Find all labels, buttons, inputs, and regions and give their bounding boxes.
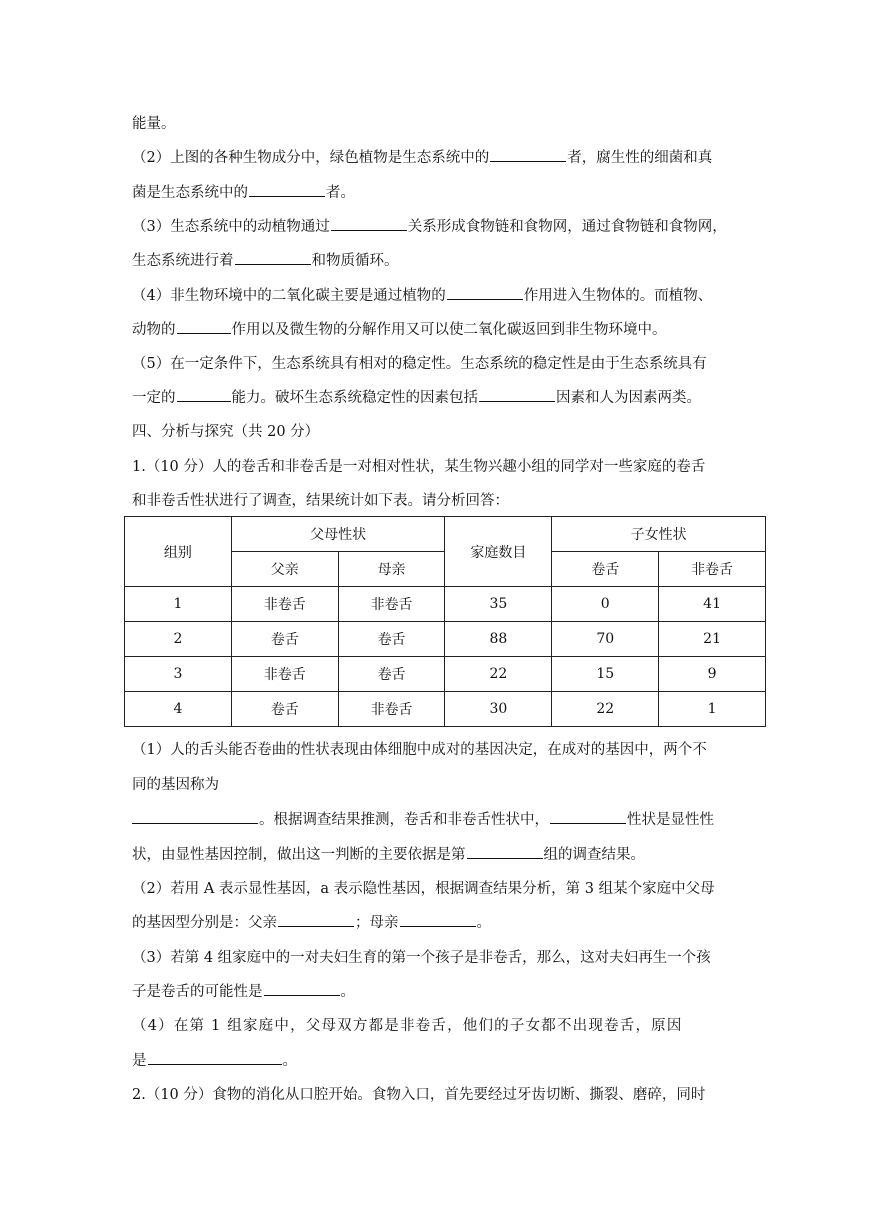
text: （5）在一定条件下，生态系统具有相对的稳定性。生态系统的稳定性是由于生态系统具有 <box>132 356 707 372</box>
cell-father: 卷舌 <box>231 622 338 657</box>
table-row <box>125 587 766 622</box>
sub-3-line-2 <box>132 980 355 1001</box>
text: 生态系统进行着 <box>132 253 234 269</box>
text: （3）生态系统中的动植物通过 <box>132 219 330 235</box>
sub-2-line-1 <box>132 877 715 898</box>
text: 作用进入生物体的。而植物、 <box>523 288 713 304</box>
sub-1-line-1 <box>132 738 707 759</box>
cell-families: 35 <box>445 587 552 622</box>
text: 。 <box>476 915 491 931</box>
cell-roll: 15 <box>552 657 659 692</box>
survey-table <box>124 516 766 727</box>
answer-blank[interactable] <box>177 319 231 334</box>
question-3-line-1 <box>132 215 727 236</box>
answer-blank[interactable] <box>447 285 523 300</box>
cell-families: 88 <box>445 622 552 657</box>
text: 。根据调查结果推测，卷舌和非卷舌性状中， <box>259 812 549 828</box>
cell-mother: 卷舌 <box>338 622 445 657</box>
text: 组的调查结果。 <box>543 847 645 863</box>
sub-1-line-2 <box>132 773 219 794</box>
header-roll: 卷舌 <box>552 552 659 587</box>
cell-roll: 22 <box>552 692 659 727</box>
answer-blank[interactable] <box>148 1050 282 1065</box>
header-nonroll: 非卷舌 <box>659 552 766 587</box>
answer-blank[interactable] <box>132 809 258 824</box>
cell-mother: 非卷舌 <box>338 692 445 727</box>
answer-blank[interactable] <box>467 844 543 859</box>
header-parents: 父母性状 <box>231 517 445 552</box>
text: （4）非生物环境中的二氧化碳主要是通过植物的 <box>132 288 446 304</box>
text: 2.（10 分）食物的消化从口腔开始。食物入口，首先要经过牙齿切断、撕裂、磨碎，同时 <box>132 1087 706 1103</box>
text: 和物质循环。 <box>311 253 399 269</box>
question-2-line-2 <box>132 181 355 202</box>
answer-blank[interactable] <box>400 912 476 927</box>
text: 能量。 <box>132 116 176 132</box>
cell-families: 22 <box>445 657 552 692</box>
cell-group: 4 <box>125 692 232 727</box>
question-5-line-1 <box>132 352 707 373</box>
answer-blank[interactable] <box>177 387 231 402</box>
text: 性状是显性性 <box>627 812 714 828</box>
text: 的基因型分别是：父亲 <box>132 915 277 931</box>
answer-blank[interactable] <box>331 216 407 231</box>
text: 因素和人为因素两类。 <box>556 390 701 406</box>
text: 一定的 <box>132 390 176 406</box>
text: 子是卷舌的可能性是 <box>132 984 263 1000</box>
text: 四、分析与探究（共 20 分） <box>132 424 320 440</box>
text-line <box>132 112 176 133</box>
sub-4-line-1 <box>132 1014 683 1035</box>
cell-father: 非卷舌 <box>231 587 338 622</box>
text: （2）上图的各种生物成分中，绿色植物是生态系统中的 <box>132 150 490 166</box>
answer-blank[interactable] <box>249 182 325 197</box>
text: 菌是生态系统中的 <box>132 185 248 201</box>
header-father: 父亲 <box>231 552 338 587</box>
text: （2）若用 A 表示显性基因，a 表示隐性基因，根据调查结果分析，第 3 组某个家庭中父母 <box>132 881 715 897</box>
sub-1-line-3 <box>132 808 714 829</box>
cell-nonroll: 21 <box>659 622 766 657</box>
answer-blank[interactable] <box>235 250 311 265</box>
text: 同的基因称为 <box>132 777 219 793</box>
cell-nonroll: 9 <box>659 657 766 692</box>
cell-father: 非卷舌 <box>231 657 338 692</box>
text: 者。 <box>326 185 355 201</box>
table-row <box>125 657 766 692</box>
cell-nonroll: 41 <box>659 587 766 622</box>
question-4-line-1 <box>132 284 712 305</box>
question-5-line-2 <box>132 386 701 407</box>
text: 动物的 <box>132 322 176 338</box>
sub-2-line-2 <box>132 911 491 932</box>
text: 和非卷舌性状进行了调查，结果统计如下表。请分析回答： <box>132 493 509 509</box>
question-2-line-1 <box>132 146 712 167</box>
cell-mother: 非卷舌 <box>338 587 445 622</box>
text: 能力。破坏生态系统稳定性的因素包括 <box>231 390 478 406</box>
sub-4-line-2 <box>132 1049 297 1070</box>
table-row <box>125 692 766 727</box>
text: ；母亲 <box>355 915 399 931</box>
cell-group: 1 <box>125 587 232 622</box>
answer-blank[interactable] <box>550 809 626 824</box>
cell-group: 3 <box>125 657 232 692</box>
text: （1）人的舌头能否卷曲的性状表现由体细胞中成对的基因决定，在成对的基因中，两个不 <box>132 742 707 758</box>
cell-families: 30 <box>445 692 552 727</box>
problem-1-line-1 <box>132 455 705 476</box>
text: 。 <box>340 984 355 1000</box>
cell-nonroll: 1 <box>659 692 766 727</box>
sub-1-line-4 <box>132 843 645 864</box>
header-children: 子女性状 <box>552 517 766 552</box>
text: （4）在第 1 组家庭中，父母双方都是非卷舌，他们的子女都不出现卷舌，原因 <box>132 1018 683 1034</box>
text: 1.（10 分）人的卷舌和非卷舌是一对相对性状，某生物兴趣小组的同学对一些家庭的卷舌 <box>132 459 706 475</box>
problem-1-line-2 <box>132 489 509 510</box>
header-mother: 母亲 <box>338 552 445 587</box>
text: 状，由显性基因控制，做出这一判断的主要依据是第 <box>132 847 466 863</box>
text: 是 <box>132 1053 147 1069</box>
cell-mother: 卷舌 <box>338 657 445 692</box>
question-3-line-2 <box>132 249 399 270</box>
section-4-heading <box>132 420 319 441</box>
text: （3）若第 4 组家庭中的一对夫妇生育的第一个孩子是非卷舌，那么，这对夫妇再生一个孩 <box>132 950 711 966</box>
text: 者，腐生性的细菌和真 <box>567 150 713 166</box>
table-row <box>125 622 766 657</box>
cell-roll: 70 <box>552 622 659 657</box>
answer-blank[interactable] <box>278 912 354 927</box>
header-families: 家庭数目 <box>445 517 552 587</box>
text: 。 <box>282 1053 297 1069</box>
cell-group: 2 <box>125 622 232 657</box>
cell-father: 卷舌 <box>231 692 338 727</box>
answer-blank[interactable] <box>479 387 555 402</box>
header-group: 组别 <box>125 517 232 587</box>
text: 关系形成食物链和食物网，通过食物链和食物网， <box>407 219 727 235</box>
answer-blank[interactable] <box>264 981 340 996</box>
problem-2-line-1 <box>132 1083 705 1104</box>
question-4-line-2 <box>132 318 667 339</box>
answer-blank[interactable] <box>490 147 566 162</box>
sub-3-line-1 <box>132 946 711 967</box>
cell-roll: 0 <box>552 587 659 622</box>
text: 作用以及微生物的分解作用又可以使二氧化碳返回到非生物环境中。 <box>231 322 667 338</box>
